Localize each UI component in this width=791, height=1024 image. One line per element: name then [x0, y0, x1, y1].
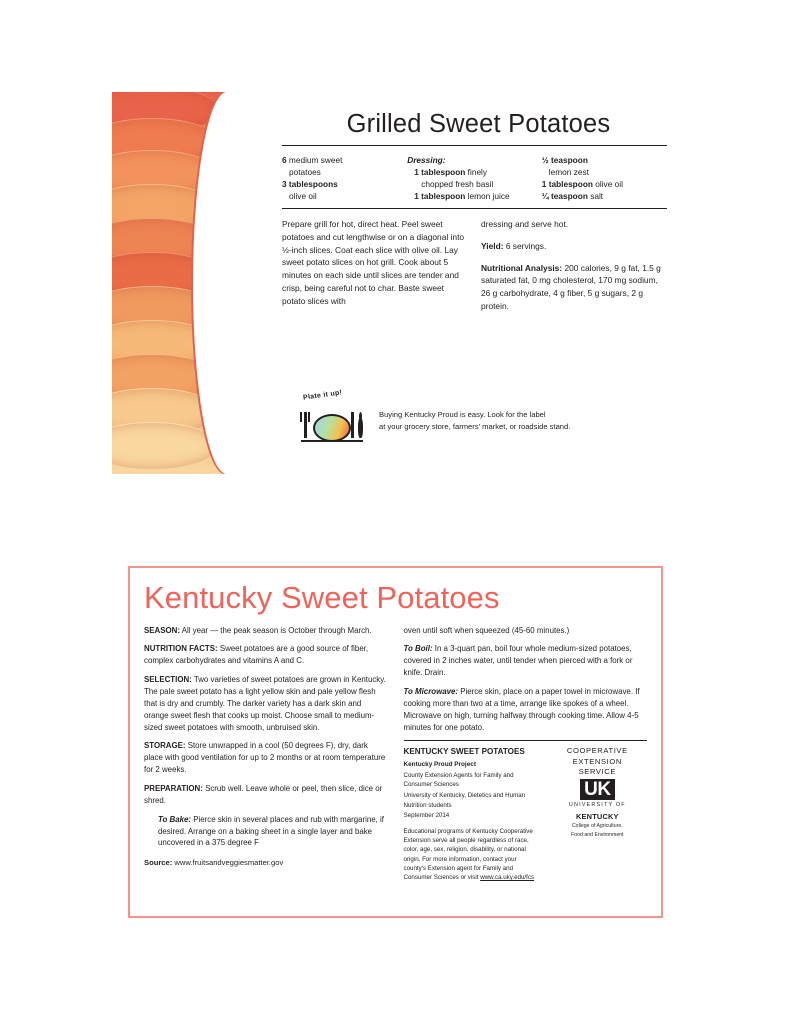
ingredient-text: salt: [587, 191, 604, 202]
ingredient-item: [282, 190, 399, 202]
fork-icon: [304, 412, 307, 438]
factsheet-entry-microwave: [404, 686, 648, 733]
ingredient-item: [542, 178, 659, 190]
entry-text: Two varieties of sweet potatoes are grown in Kentucky. The pale sweet potato has a light yellow skin and pale yellow flesh that is dry and crumbly. The darker variety has a dark skin and orange sweet flesh that cooks up moist. Choose small to medium-sized sweet potatoes with smooth, unbruised skin.: [144, 675, 386, 732]
disclaimer-text: Educational programs of Kentucky Cooperative Extension serve all people regardless of race, color, age, sex, religion, disability, or national origin. For more information, contact your county's Extension agent for Family and Consumer Sciences or visit: [403, 827, 533, 882]
nutrition-value: 200 calories, 9 g fat, 1.5 g saturated fat, 0 mg cholesterol, 170 mg sodium, 26 g carbohydrate, 4 g fiber, 5 g sugars, 2 g protein.: [481, 262, 661, 311]
entry-label: STORAGE:: [144, 741, 186, 751]
factsheet-columns: [130, 619, 661, 884]
yield-line: [481, 240, 667, 253]
yield-value: 6 servings.: [503, 240, 547, 251]
entry-text: Scrub well. Leave whole or peel, then slice, dice or shred.: [144, 784, 383, 805]
ingredient-item: [407, 178, 534, 190]
kentucky-proud-line-2: at your grocery store, farmers' market, or roadside stand.: [379, 422, 571, 431]
source-label: Source:: [144, 858, 173, 868]
ingredient-text: finely: [465, 167, 488, 178]
credits-subtitle: Kentucky Proud Project: [403, 761, 476, 769]
ingredient-text: medium sweet: [286, 155, 343, 166]
method-column-left: [282, 218, 481, 322]
factsheet-title: Kentucky Sweet Potatoes: [144, 580, 500, 615]
ingredient-item: [282, 166, 399, 178]
spoon-icon: [358, 418, 363, 438]
nutrition-line: [481, 262, 667, 313]
uk-college-line-1: College of Agriculture,: [571, 823, 623, 830]
logo-underline: [301, 440, 363, 442]
nutrition-label: Nutritional Analysis:: [481, 262, 563, 273]
ingredient-amount: 1 tablespoon: [541, 179, 593, 190]
entry-text: In a 3-quart pan, boil four whole medium-sized potatoes, covered in 2 inches water, until tender when pierced with a fork or knife. Drain.: [403, 644, 633, 678]
factsheet-entry: oven until soft when squeezed (45-60 minutes.): [403, 625, 570, 635]
sweet-potato-photo: [112, 92, 225, 474]
factsheet-credits: [404, 746, 648, 884]
ingredient-amount: 1 tablespoon: [414, 167, 466, 178]
ingredient-item: [542, 190, 659, 202]
entry-text: Store unwrapped in a cool (50 degrees F), dry, dark place with good ventilation for up to 2 months or at room temperature for 2 weeks.: [144, 741, 386, 775]
credits-line: University of Kentucky, Dietetics and Human Nutrition students: [403, 792, 526, 809]
entry-text: Sweet potatoes are a good source of fiber, complex carbohydrates and vitamins A and C.: [144, 644, 369, 666]
factsheet-entry: [144, 740, 388, 776]
factsheet-entry-bake: [144, 814, 388, 850]
uk-logo: [548, 779, 647, 839]
source-text: www.fruitsandveggiesmatter.gov: [172, 858, 284, 868]
ingredient-item: [407, 190, 534, 202]
entry-label: SEASON:: [144, 625, 180, 635]
entry-text: Pierce skin in several places and rub with margarine, if desired. Arrange on a baking sheet in a single layer and bake uncovered in a 375 degree F: [158, 814, 385, 848]
ingredient-amount: 6: [282, 155, 287, 166]
method-paragraph: Prepare grill for hot, direct heat. Peel sweet potatoes and cut lengthwise or on a diagonal into ½-inch slices. Coat each slice with olive oil. Lay sweet potato slices on hot grill. Cook about 5 minutes on each side until slices are tender and crisp, being careful not to char. Baste sweet potato slices with: [282, 219, 465, 306]
ingredient-item: [542, 154, 659, 166]
factsheet-entry-boil: [404, 643, 648, 679]
factsheet-entry: [144, 643, 388, 667]
factsheet-left-column: [144, 625, 404, 884]
knife-icon: [351, 412, 354, 438]
entry-text: Pierce skin, place on a paper towel in microwave. If cooking more than two at a time, arrange like spokes of a wheel. Microwave on high, turning halfway through cooking time. Allow 4-5 minutes for one potato.: [403, 686, 640, 732]
credits-line: September 2014: [403, 812, 450, 820]
method-paragraph: dressing and serve hot.: [481, 219, 569, 230]
ingredient-item: [282, 154, 399, 166]
ingredient-amount: 1 tablespoon: [414, 191, 466, 202]
ingredient-text: lemon juice: [465, 191, 510, 202]
ingredient-item: [407, 166, 534, 178]
entry-text: All year — the peak season is October through March.: [179, 625, 372, 635]
method-column-right: [481, 218, 667, 322]
ingredient-amount: ½ teaspoon: [541, 155, 588, 166]
credits-title: KENTUCKY SWEET POTATOES: [403, 747, 525, 757]
coop-line-2: EXTENSION: [572, 756, 622, 766]
credits-divider: [404, 740, 648, 741]
fork-tine-icon: [308, 412, 310, 422]
factsheet-source: [144, 857, 388, 868]
yield-label: Yield:: [481, 240, 504, 251]
entry-label: To Boil:: [403, 644, 433, 654]
entry-label: To Microwave:: [403, 686, 459, 696]
credits-left: [404, 746, 548, 884]
entry-label: NUTRITION FACTS:: [144, 644, 218, 654]
ingredients-column-1: [282, 154, 407, 202]
recipe-body: [282, 92, 667, 322]
factsheet-entry: [144, 783, 388, 807]
plate-icon: [313, 414, 351, 442]
ingredients-list: [282, 146, 667, 208]
credits-disclaimer: [404, 827, 538, 883]
kentucky-proud-strip: [297, 389, 667, 450]
ca-uky-fcs-link[interactable]: www.ca.uky.edu/fcs: [480, 874, 535, 882]
ingredient-item: [282, 178, 399, 190]
ingredient-text: chopped fresh basil: [421, 179, 494, 190]
coop-line-3: SERVICE: [578, 766, 617, 776]
ingredient-item: [542, 166, 659, 178]
ingredient-text: olive oil: [592, 179, 623, 190]
plate-it-up-text: Plate it up!: [302, 389, 343, 402]
ingredient-text: lemon zest: [548, 167, 589, 178]
uk-university-of: UNIVERSITY OF: [568, 802, 626, 809]
entry-label: SELECTION:: [144, 675, 192, 685]
credits-line: County Extension Agents for Family and Consumer Sciences: [403, 772, 514, 789]
ingredient-amount: 3 tablespoons: [282, 179, 338, 190]
factsheet-entry: [144, 674, 388, 733]
fork-tine-icon: [300, 412, 302, 422]
ingredients-column-3: [542, 154, 667, 202]
coop-line-1: COOPERATIVE: [566, 746, 628, 756]
kentucky-proud-text: [379, 409, 570, 433]
factsheet-card: [128, 566, 663, 918]
credits-right: [548, 746, 647, 884]
spoon-handle-icon: [359, 412, 362, 421]
plate-it-up-logo-icon: [297, 389, 369, 450]
kentucky-proud-line-1: Buying Kentucky Proud is easy. Look for the label: [379, 409, 546, 419]
entry-label: PREPARATION:: [144, 784, 203, 793]
ingredients-column-2: [407, 154, 542, 202]
ingredient-amount: ¼ teaspoon: [541, 191, 588, 202]
dressing-heading: Dressing:: [407, 155, 446, 166]
factsheet-right-column: [404, 625, 648, 884]
recipe-card: [112, 92, 667, 474]
ingredient-text: olive oil: [289, 191, 317, 202]
uk-monogram: UK: [580, 779, 614, 800]
recipe-title: Grilled Sweet Potatoes: [346, 110, 611, 138]
cooperative-extension-title: [548, 746, 647, 777]
entry-label: To Bake:: [158, 814, 192, 824]
uk-college-line-2: Food and Environment: [571, 831, 624, 838]
uk-kentucky: KENTUCKY: [575, 811, 619, 821]
method-section: [282, 209, 667, 322]
factsheet-entry: [144, 625, 388, 637]
ingredient-text: potatoes: [289, 167, 321, 178]
